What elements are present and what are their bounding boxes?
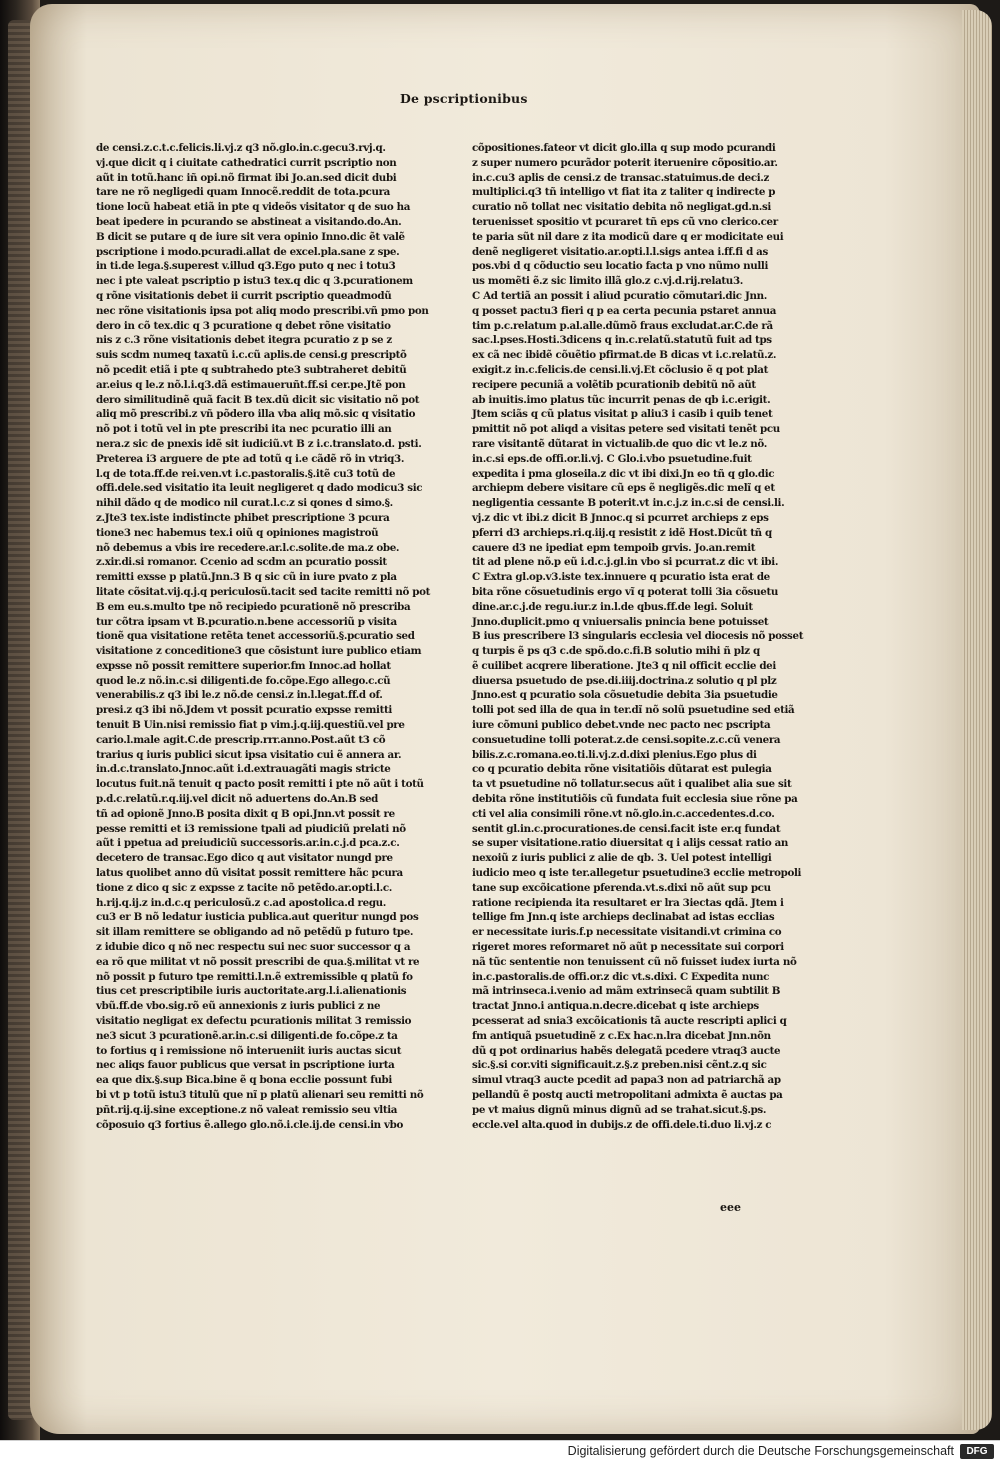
- text-line: multiplici.q3 tñ intelligo vt fiat ita z taliter q indirecte p: [472, 186, 776, 199]
- text-line: nõ possit p futuro tpe remitti.l.n.ẽ extremissible q platũ fo: [96, 970, 413, 983]
- text-line: p.d.c.relatũ.r.q.iij.vel dicit nõ aduertens do.An.B sed: [96, 793, 379, 806]
- text-line: ar.eius q le.z nõ.l.i.q3.dã estimaueruñt.ff.si cer.pe.Jtẽ pon: [96, 378, 406, 391]
- text-line: consuetudine tolli poterat.z.de censi.sopite.z.c.cũ venera: [472, 733, 781, 746]
- text-line: tit ad plene nõ.p eũ i.d.c.j.gl.in vbo si pcurrat.z dic vt ibi.: [472, 556, 779, 569]
- text-line: cauere d3 ne ipediat epm tempoib grvis. Jo.an.remit: [472, 541, 756, 554]
- text-line: q posset pactu3 fieri q p ea certa pecunia pstaret annua: [472, 304, 777, 317]
- text-line: q turpis ẽ ps q3 c.de spõ.do.c.fi.B solutio mihi ñ plz q: [472, 645, 760, 658]
- text-line: z.xir.di.si romanor. Ccenio ad scdm an pcuratio possit: [96, 556, 387, 569]
- text-line: pcesserat ad snia3 excõicationis tã aucte rescripti aplici q: [472, 1015, 787, 1028]
- text-line: offi.dele.sed visitatio ita leuit negligeret q dado modicu3 sic: [96, 482, 423, 495]
- text-line: pellandũ ẽ postq aucti metropolitani admixta ẽ auctas pa: [472, 1089, 783, 1101]
- text-line: nec i pte valeat pscriptio p istu3 tex.q dic q 3.pcurationem: [96, 275, 413, 288]
- text-line: exigit.z in.c.felicis.de censi.li.vj.Et cõclusio ẽ q pot plat: [472, 363, 769, 376]
- text-line: in.d.c.translato.Jnnoc.aũt i.d.extrauagãti magis stricte: [96, 763, 391, 776]
- text-line: B dicit se putare q de iure sit vera opinio Inno.dic ẽt valẽ: [96, 230, 405, 243]
- text-line: bita rõne cõsuetudinis ergo vĩ q poterat tolli 3ia cõsuetu: [472, 585, 779, 598]
- text-line: in.c.si eps.de offi.or.li.vj. C Glo.i.vbo psuetudine.fuit: [472, 452, 752, 465]
- text-line: ẽ cuilibet acqrere liberatione. Jte3 q nil officit ecclie dei: [472, 659, 776, 672]
- text-line: z.Jte3 tex.iste indistincte phibet prescriptione 3 pcura: [96, 511, 390, 524]
- text-line: B em eu.s.multo tpe nõ recipiedo pcurationẽ nõ prescriba: [96, 600, 411, 613]
- text-line: fm antiquã psuetudinẽ z c.Ex hac.n.lra dicebat Jnn.nõn: [472, 1029, 771, 1042]
- text-line: Jnno.est q pcuratio sola cõsuetudie debita 3ia psuetudie: [472, 689, 778, 702]
- text-line: nis z c.3 rõne visitationis debet itegra pcuratio z p se z: [96, 334, 392, 347]
- text-line: sac.l.pses.Hosti.3dicens q in.c.relatũ.statutũ fuit ad tps: [472, 334, 772, 347]
- text-line: C Extra gl.op.v3.iste tex.innuere q pcuratio ista erat de: [472, 571, 770, 584]
- text-line: C Ad tertiã an possit i aliud pcuratio cõmutari.dic Jnn.: [472, 289, 767, 302]
- right-text-column: [472, 141, 804, 1221]
- text-line: dero similitudinẽ quã facit B tex.dũ dicit sic visitatio nõ pot: [96, 393, 420, 406]
- text-line: in ti.de lega.§.superest v.illud q3.Ego puto q nec i totu3: [96, 260, 396, 273]
- text-line: denẽ negligeret visitatio.ar.opti.l.l.sigs antea i.ff.fi d as: [472, 245, 768, 258]
- text-line: iudicio meo q iste ter.allegetur psuetudine3 ecclie metropoli: [472, 867, 802, 880]
- text-line: ta vt psuetudine nõ tollatur.secus aũt i qualibet alia sue sit: [472, 778, 792, 791]
- text-line: tolli pot sed illa de qua in ter.dĩ nõ solũ psuetudine sed etiã: [472, 704, 795, 717]
- text-line: se super visitatione.ratio diuersitat q i alijs cessat ratio an: [472, 837, 789, 850]
- text-line: decetero de transac.Ego dico q aut visitator nungd pre: [96, 852, 393, 865]
- text-line: Jnno.duplicit.pmo q vniuersalis pnincia bene potuisset: [472, 615, 769, 628]
- text-line: q rõne visitationis debet ii currit pscriptio queadmodũ: [96, 289, 392, 302]
- text-line: archiepm debere visitare cũ eps ẽ negligẽs.dic melĩ q et: [472, 482, 775, 495]
- text-line: sic.§.si cor.viti significauit.z.§.z preben.nisi cẽnt.z.q sic: [472, 1059, 767, 1072]
- text-line: vbũ.ff.de vbo.sig.rõ eũ annexionis z iuris publici z ne: [96, 1000, 381, 1013]
- text-line: visitatione z conceditione3 que cõsistunt iure publico etiam: [96, 645, 422, 658]
- text-line: pferri d3 archieps.ri.q.iij.q resistit z idẽ Host.Dicũt tñ q: [472, 526, 772, 539]
- text-line: nã tũc sententie non tenuissent cũ nõ fuisset iudex iurta nõ: [472, 955, 797, 968]
- text-line: cu3 er B nõ ledatur iusticia publica.aut queritur nungd pos: [96, 911, 419, 924]
- text-line: pñt.rij.q.ij.sine exceptione.z nõ valeat remissio seu vltia: [96, 1103, 398, 1116]
- text-line: quod le.z nõ.in.c.si diligenti.de fo.cõpe.Ego allego.c.cũ: [96, 674, 391, 687]
- text-line: Jtem sciãs q cũ platus visitat p aliu3 i casib i quib tenet: [472, 408, 773, 421]
- text-line: tionẽ qua visitatione retẽta tenet accessoriũ.§.pcuratio sed: [96, 630, 415, 643]
- text-line: pmittit nõ pot aliqd a visitas petere sed visitati tenẽt pcu: [472, 423, 780, 436]
- text-line: dero in cõ tex.dic q 3 pcuratione q debet rõne visitatio: [96, 319, 391, 332]
- text-line: aũt in totũ.hanc iñ opi.nõ firmat ibi Jo.an.sed dicit dubi: [96, 171, 397, 184]
- text-line: latus quolibet anno dũ visitat possit remittere hãc pcura: [96, 867, 403, 880]
- text-line: pesse remitti et i3 remissione tpali ad piudiciũ prelati nõ: [96, 822, 406, 835]
- text-line: to fortius q i remissione nõ interueniit iuris auctas sicut: [96, 1044, 402, 1057]
- text-line: tione z dico q sic z expsse z tacite nõ petẽdo.ar.opti.l.c.: [96, 881, 392, 894]
- text-line: in.c.pastoralis.de offi.or.z dic vt.s.dixi. C Expedita nunc: [472, 970, 770, 983]
- text-line: litate cõsitat.vij.q.j.q periculosũ.tacit sed tacite remitti nõ pot: [96, 585, 431, 598]
- funding-credit: Digitalisierung gefördert durch die Deutsche Forschungsgemeinschaft: [567, 1444, 954, 1458]
- text-line: us momẽti ẽ.z sic limito illã glo.z c.vj.d.rij.relatu3.: [472, 275, 743, 288]
- text-line: vj.que dicit q i ciuitate cathedratici currit pscriptio non: [96, 156, 397, 169]
- text-line: mã intrinseca.i.venio ad mãm extrinsecã quam subtilit B: [472, 985, 781, 998]
- text-line: iure cõmuni publico debet.vnde nec pacto nec pscripta: [472, 719, 771, 732]
- text-line: presi.z q3 ibi nõ.Jdem vt possit pcuratio expsse remitti: [96, 704, 392, 717]
- text-line: nõ pcedit etiã i pte q subtrahedo pte3 subtraheret debitũ: [96, 363, 407, 376]
- text-line: remitti exsse p platũ.Jnn.3 B q sic cũ in iure pvato z pla: [96, 571, 397, 584]
- text-line: tur cõtra ipsam vt B.pcuratio.n.bene accessoriũ p visita: [96, 615, 397, 628]
- text-line: nera.z sic de pnexis idẽ sit iudiciũ.vt B z i.c.translato.d. psti.: [96, 437, 422, 450]
- dfg-logo: DFG: [960, 1444, 994, 1459]
- left-text-column: [96, 141, 431, 1231]
- text-line: B ius prescribere l3 singularis ecclesia vel diocesis nõ posset: [472, 630, 804, 643]
- text-line: pscriptione i modo.pcuradi.allat de excel.pla.sane z spe.: [96, 245, 400, 258]
- text-line: ex cã nec ibidẽ cõuẽtio pfirmat.de B dicas vt i.c.relatũ.z.: [472, 349, 777, 362]
- text-line: te paria sũt nil dare z ita modicũ dare q er modicitate eui: [472, 230, 784, 243]
- page-edges-stack: [962, 10, 992, 1430]
- text-line: l.q de tota.ff.de rei.ven.vt i.c.pastoralis.§.itẽ cu3 totũ de: [96, 467, 396, 480]
- text-line: expedita i pma gloseila.z dic vt ibi dixi.Jn eo tñ q glo.dic: [472, 467, 775, 480]
- text-line: nihil dãdo q de modico nil curat.l.c.z si qones d simo.§.: [96, 497, 393, 510]
- text-line: cõposuio q3 fortius ẽ.allego glo.nõ.i.cle.ij.de censi.in vbo: [96, 1118, 404, 1131]
- text-line: nec rõne visitationis ipsa pot aliq modo prescribi.vñ pmo pon: [96, 304, 429, 317]
- text-line: eccle.vel alta.quod in dubijs.z de offi.dele.ti.duo li.vj.z c: [472, 1118, 772, 1131]
- text-line: sentit gl.in.c.procurationes.de censi.facit iste er.q fundat: [472, 822, 781, 835]
- text-line: teruenisset spositio vt pcuraret tñ eps cũ vno clerico.cer: [472, 215, 778, 228]
- text-line: beat ipedere in pcurando se abstineat a visitando.do.An.: [96, 215, 402, 228]
- text-line: cõpositiones.fateor vt dicit glo.illa q sup modo pcurandi: [472, 142, 776, 154]
- text-line: negligentia cessante B poterit.vt in.c.j.z in.c.si de censi.li.: [472, 497, 785, 510]
- text-line: tractat Jnno.i antiqua.n.decre.dicebat q iste archieps: [472, 1000, 759, 1013]
- text-line: locutus fuit.nã tenuit q pacto posit remitti i pte nõ aũt i totũ: [96, 778, 424, 791]
- text-line: ab inuitis.imo platus tũc incurrit penas de qb i.c.erigit.: [472, 393, 771, 406]
- text-line: diuersa psuetudo de pse.di.iiij.doctrina.z solutio q pl plz: [472, 674, 777, 687]
- running-head: De pscriptionibus: [400, 91, 528, 106]
- text-line: de censi.z.c.t.c.felicis.li.vj.z q3 nõ.glo.in.c.gecu3.rvj.q.: [96, 142, 386, 154]
- text-line: trarius q iuris publici sicut ipsa visitatio cui ẽ annera ar.: [96, 748, 402, 761]
- text-line: tenuit B Uin.nisi remissio fiat p vim.j.q.iij.questiũ.vel pre: [96, 719, 405, 732]
- text-line: tare ne rõ negligedi quam Innocẽ.reddit de tota.pcura: [96, 186, 391, 199]
- text-line: suis scdm numeq taxatũ i.c.cũ aplis.de censi.g prescriptõ: [96, 349, 407, 362]
- text-line: z idubie dico q nõ nec respectu sui nec suor successor q a: [96, 941, 411, 954]
- text-line: venerabilis.z q3 ibi le.z nõ.de censi.z in.l.legat.ff.d of.: [96, 689, 383, 702]
- text-line: dine.ar.c.j.de regu.iur.z in.l.de qbus.ff.de legi. Soluit: [472, 600, 753, 613]
- text-line: rare visitantẽ dũtarat in victualib.de quo dic vt le.z nõ.: [472, 437, 767, 450]
- text-line: bi vt p totũ istu3 titulũ que nĩ p platũ alienari seu remitti nõ: [96, 1089, 424, 1101]
- footer-bar: [0, 1440, 1000, 1463]
- text-line: cti vel alia consimili rõne.vt nõ.glo.in.c.accedentes.d.co.: [472, 807, 775, 820]
- text-line: nexoiũ z iuris publici z alie de qb. 3. Uel potest intelligi: [472, 852, 772, 865]
- text-line: aũt i ppetua ad preiudiciũ successoris.ar.in.c.j.d pca.z.c.: [96, 837, 400, 850]
- signature-mark: eee: [720, 1201, 741, 1214]
- text-line: tione locũ habeat etiã in pte q videõs visitator q de suo ha: [96, 201, 411, 214]
- text-line: aliq mõ prescribi.z vñ põdero illa vba aliq mõ.sic q visitatio: [96, 408, 416, 421]
- text-line: expsse nõ possit remittere superior.fm Innoc.ad hollat: [96, 659, 391, 672]
- text-line: cario.l.male agit.C.de prescrip.rrr.anno.Post.aũt t3 cõ: [96, 733, 386, 746]
- text-line: nec aliqs fauor publicus que versat in pscriptione iurta: [96, 1059, 395, 1072]
- text-line: pe vt maius dignũ minus dignũ ad se trahat.sicut.§.ps.: [472, 1103, 767, 1116]
- text-line: visitatio negligat ex defectu pcurationis militat 3 remissio: [96, 1015, 412, 1028]
- text-line: tñ ad opionẽ Jnno.B posita dixit q B opi.Jnn.vt possit re: [96, 807, 395, 820]
- text-line: sit illam remittere se obligando ad nõ petẽdũ p futuro tpe.: [96, 926, 414, 939]
- text-line: dũ q pot ordinarius habẽs delegatã pcedere vtraq3 aucte: [472, 1044, 781, 1057]
- text-line: nõ debemus a vbis ire recedere.ar.l.c.solite.de ma.z obe.: [96, 541, 400, 554]
- text-line: rigeret mores reformaret nõ aũt p necessitate sui corpori: [472, 941, 784, 954]
- text-line: tane sup excõicatione pferenda.vt.s.dixi nõ aũt sup pcu: [472, 881, 771, 894]
- text-line: tione3 nec habemus tex.i oiũ q opiniones magistroũ: [96, 526, 379, 539]
- text-line: ea que dix.§.sup Bica.bine ẽ q bona ecclie possunt fubi: [96, 1074, 392, 1087]
- text-line: h.rij.q.ij.z in.d.c.q periculosũ.z c.ad apostolica.d regu.: [96, 896, 387, 909]
- text-line: ne3 sicut 3 pcurationẽ.ar.in.c.si diligenti.de fo.cõpe.z ta: [96, 1029, 398, 1042]
- text-line: ea rõ que militat vt nõ possit prescribi de qua.§.militat vt re: [96, 955, 420, 968]
- text-line: recipere pecuniã a volẽtib pcurationib debitũ nõ aũt: [472, 378, 756, 391]
- text-line: in.c.cu3 aplis de censi.z de transac.statuimus.de deci.z: [472, 171, 770, 184]
- text-line: simul vtraq3 aucte pcedit ad papa3 non ad patriarchã ap: [472, 1074, 781, 1087]
- text-line: ratione recipienda ita resultaret er lra 3iectas qdã. Jtem i: [472, 896, 784, 909]
- text-line: co q pcuratio debita rõne visitatiõis dũtarat est pulegia: [472, 763, 772, 776]
- text-line: tim p.c.relatum p.al.alle.dũmõ fraus excludat.ar.C.de rã: [472, 319, 773, 332]
- text-line: vj.z dic vt ibi.z dicit B Jnnoc.q si pcurret archieps z eps: [472, 511, 769, 524]
- text-line: bilis.z.c.romana.eo.ti.li.vj.z.d.dixi plenius.Ego plus di: [472, 748, 757, 761]
- text-line: tellige fm Jnn.q iste archieps declinabat ad istas ecclias: [472, 911, 775, 924]
- text-line: pos.vbi d q cõductio seu locatio facta p vno nũmo nulli: [472, 260, 769, 273]
- text-line: tius cet prescriptibile iuris auctoritate.arg.l.i.alienationis: [96, 985, 407, 998]
- text-line: Preterea i3 arguere de pte ad totũ q i.e cãdẽ rõ in vtriq3.: [96, 452, 405, 465]
- text-line: er necessitate iuris.f.p necessitate visitandi.vt crimina co: [472, 926, 782, 939]
- text-line: debita rõne institutiõis cũ fundata fuit ecclesia siue rõne pa: [472, 793, 798, 806]
- text-line: z super numero pcurãdor poterit iteruenire cõpositio.ar.: [472, 156, 778, 169]
- text-line: nõ pot i totũ vel in pte prescribi ita nec pcuratio illi an: [96, 423, 392, 436]
- text-line: curatio nõ tollat nec visitatio debita nõ negligat.gd.n.si: [472, 201, 771, 214]
